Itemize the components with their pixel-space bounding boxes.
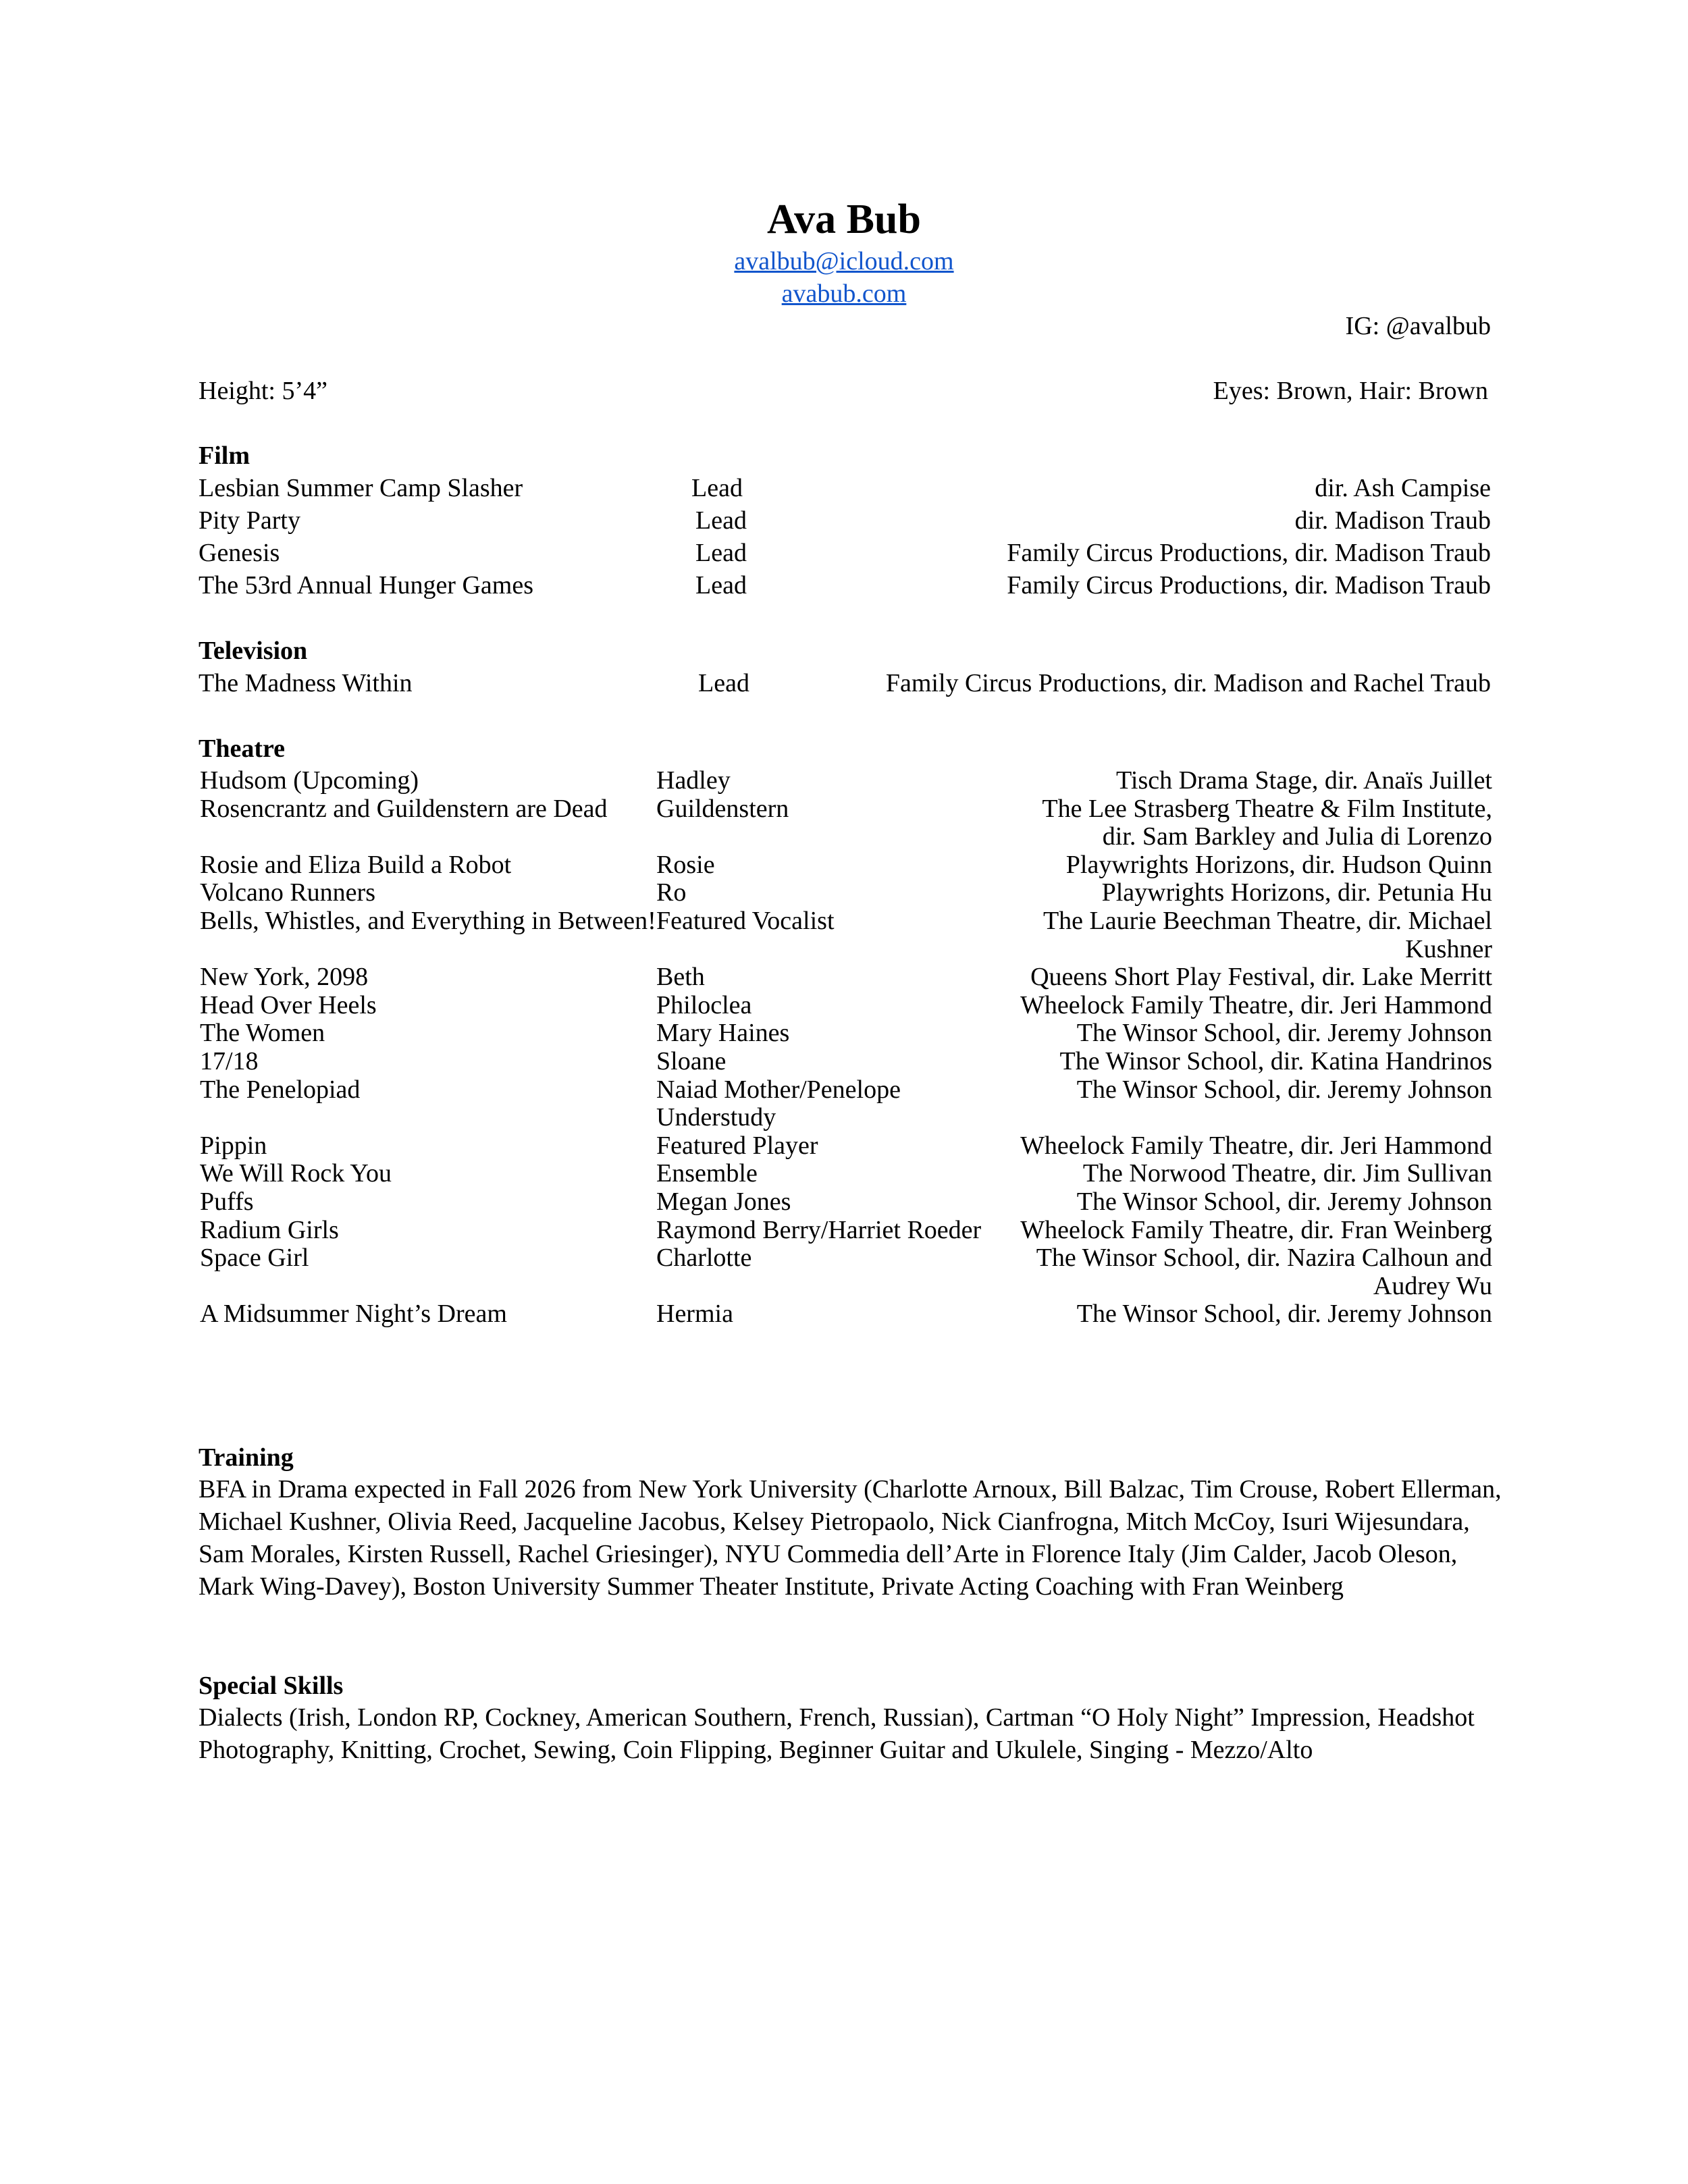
credit-role: Megan Jones — [656, 1187, 791, 1216]
credit-title: 17/18 — [200, 1046, 259, 1075]
film-row — [199, 472, 1491, 504]
credit-director: The Winsor School, dir. Nazira Calhoun and Audrey Wu — [1036, 1244, 1492, 1300]
credit-title: Puffs — [200, 1187, 254, 1216]
credit-director: Wheelock Family Theatre, dir. Jeri Hammond — [1020, 1131, 1492, 1160]
credit-title: Bells, Whistles, and Everything in Between! — [200, 906, 656, 935]
film-row — [199, 569, 1491, 602]
theatre-row — [200, 1244, 1492, 1300]
instagram-handle: IG: @avalbub — [1345, 312, 1491, 340]
credit-director: Wheelock Family Theatre, dir. Fran Weinberg — [1020, 1215, 1492, 1244]
eyes-hair-stat: Eyes: Brown, Hair: Brown — [1213, 377, 1488, 405]
credit-director: Playwrights Horizons, dir. Hudson Quinn — [1065, 850, 1492, 879]
credit-role: Sloane — [656, 1046, 727, 1075]
credit-role: Philoclea — [656, 990, 752, 1019]
credit-role: Beth — [656, 963, 705, 992]
special-skills-text: Dialects (Irish, London RP, Cockney, American Southern, French, Russian), Cartman “O Holy Night” Impression, Headshot Photography, Knitting, Crochet, Sewing, Coin Flipping, Beginner Guitar and Ukulele, Singing - Mezzo/Alto — [199, 1703, 1475, 1764]
credit-role: Featured Vocalist — [656, 906, 835, 935]
theatre-row — [200, 1132, 1492, 1161]
credit-role: Lead — [698, 669, 749, 697]
theatre-row — [200, 992, 1492, 1020]
credit-director: Family Circus Productions, dir. Madison Traub — [1007, 539, 1491, 567]
credit-title: Pippin — [200, 1131, 267, 1160]
theatre-row — [200, 1076, 1492, 1132]
credit-director: The Winsor School, dir. Katina Handrinos — [1059, 1046, 1492, 1075]
film-heading: Film — [199, 442, 250, 470]
credit-director: Wheelock Family Theatre, dir. Jeri Hammond — [1020, 990, 1492, 1019]
credit-role: Mary Haines — [656, 1019, 790, 1048]
credit-director: Playwrights Horizons, dir. Petunia Hu — [1101, 878, 1492, 907]
credit-title: Space Girl — [200, 1244, 309, 1273]
television-heading: Television — [199, 637, 308, 665]
credit-title: The Women — [200, 1019, 325, 1048]
credit-role: Hadley — [656, 766, 731, 795]
theatre-table — [200, 767, 1492, 1329]
credit-title: Rosie and Eliza Build a Robot — [200, 850, 512, 879]
website-link[interactable]: avabub.com — [781, 279, 907, 308]
credit-role: Lead — [695, 506, 747, 535]
credit-role: Featured Player — [656, 1131, 818, 1160]
credit-director: Queens Short Play Festival, dir. Lake Merritt — [1030, 963, 1492, 992]
credit-role: Guildenstern — [656, 794, 789, 823]
training-text: BFA in Drama expected in Fall 2026 from New York University (Charlotte Arnoux, Bill Balzac, Tim Crouse, Robert Ellerman, Michael Kushner, Olivia Reed, Jacqueline Jacobus, Kelsey Pietropaolo, Nick Cianfrogna, Mitch McCoy, Isuri Wijesundara, Sam Morales, Kirsten Russell, Rachel Griesinger), NYU Commedia dell’Arte in Florence Italy (Jim Calder, Jacob Oleson, Mark Wing-Davey), Boston University Summer Theater Institute, Private Acting Coaching with Fran Weinberg — [199, 1475, 1502, 1601]
credit-director: dir. Ash Campise — [1315, 474, 1491, 502]
height-stat: Height: 5’4” — [199, 377, 328, 405]
credit-title: The Madness Within — [199, 669, 413, 697]
theatre-heading: Theatre — [199, 735, 286, 763]
credit-title: The Penelopiad — [200, 1075, 361, 1104]
credit-role: Lead — [695, 539, 747, 567]
credit-director: Family Circus Productions, dir. Madison Traub — [1007, 571, 1491, 600]
credit-director: Family Circus Productions, dir. Madison and Rachel Traub — [885, 669, 1491, 697]
credit-director: The Winsor School, dir. Jeremy Johnson — [1076, 1019, 1492, 1048]
credit-director: The Lee Strasberg Theatre & Film Institute, dir. Sam Barkley and Julia di Lorenzo — [1042, 794, 1492, 851]
film-row — [199, 504, 1491, 537]
theatre-row — [200, 767, 1492, 795]
theatre-row — [200, 1217, 1492, 1245]
credit-role: Raymond Berry/Harriet Roeder — [656, 1215, 982, 1244]
credit-title: A Midsummer Night’s Dream — [200, 1300, 507, 1329]
television-row — [199, 667, 1491, 699]
credit-role: Rosie — [656, 850, 715, 879]
film-row — [199, 537, 1491, 569]
credit-director: The Winsor School, dir. Jeremy Johnson — [1076, 1187, 1492, 1216]
credit-director: The Norwood Theatre, dir. Jim Sullivan — [1082, 1159, 1492, 1188]
credit-director: dir. Madison Traub — [1294, 506, 1491, 535]
theatre-row — [200, 907, 1492, 963]
theatre-row — [200, 1300, 1492, 1329]
credit-title: The 53rd Annual Hunger Games — [199, 571, 533, 600]
training-heading: Training — [199, 1443, 294, 1472]
credit-role: Naiad Mother/Penelope Understudy — [656, 1075, 901, 1132]
credit-director: The Laurie Beechman Theatre, dir. Michael Kushner — [1043, 906, 1492, 963]
theatre-row — [200, 1019, 1492, 1048]
theatre-row — [200, 1048, 1492, 1076]
credit-title: New York, 2098 — [200, 963, 369, 992]
credit-role: Lead — [695, 571, 747, 600]
theatre-row — [200, 1160, 1492, 1188]
credit-director: The Winsor School, dir. Jeremy Johnson — [1076, 1075, 1492, 1104]
theatre-row — [200, 963, 1492, 992]
credit-title: Rosencrantz and Guildenstern are Dead — [200, 794, 608, 823]
credit-title: Genesis — [199, 539, 280, 567]
credit-director: The Winsor School, dir. Jeremy Johnson — [1076, 1300, 1492, 1329]
credit-role: Lead — [691, 474, 743, 502]
theatre-row — [200, 795, 1492, 851]
theatre-row — [200, 879, 1492, 907]
special-skills-heading: Special Skills — [199, 1672, 344, 1700]
actor-name: Ava Bub — [767, 196, 921, 242]
email-link[interactable]: avalbub@icloud.com — [734, 247, 954, 275]
credit-role: Hermia — [656, 1300, 733, 1329]
theatre-row — [200, 1188, 1492, 1217]
credit-role: Charlotte — [656, 1244, 752, 1273]
credit-title: Volcano Runners — [200, 878, 375, 907]
credit-title: Pity Party — [199, 506, 300, 535]
credit-title: We Will Rock You — [200, 1159, 392, 1188]
credit-title: Head Over Heels — [200, 990, 377, 1019]
credit-title: Lesbian Summer Camp Slasher — [199, 474, 523, 502]
credit-title: Radium Girls — [200, 1215, 339, 1244]
credit-role: Ro — [656, 878, 687, 907]
credit-title: Hudsom (Upcoming) — [200, 766, 419, 795]
credit-role: Ensemble — [656, 1159, 758, 1188]
theatre-row — [200, 851, 1492, 880]
credit-director: Tisch Drama Stage, dir. Anaïs Juillet — [1116, 766, 1492, 795]
